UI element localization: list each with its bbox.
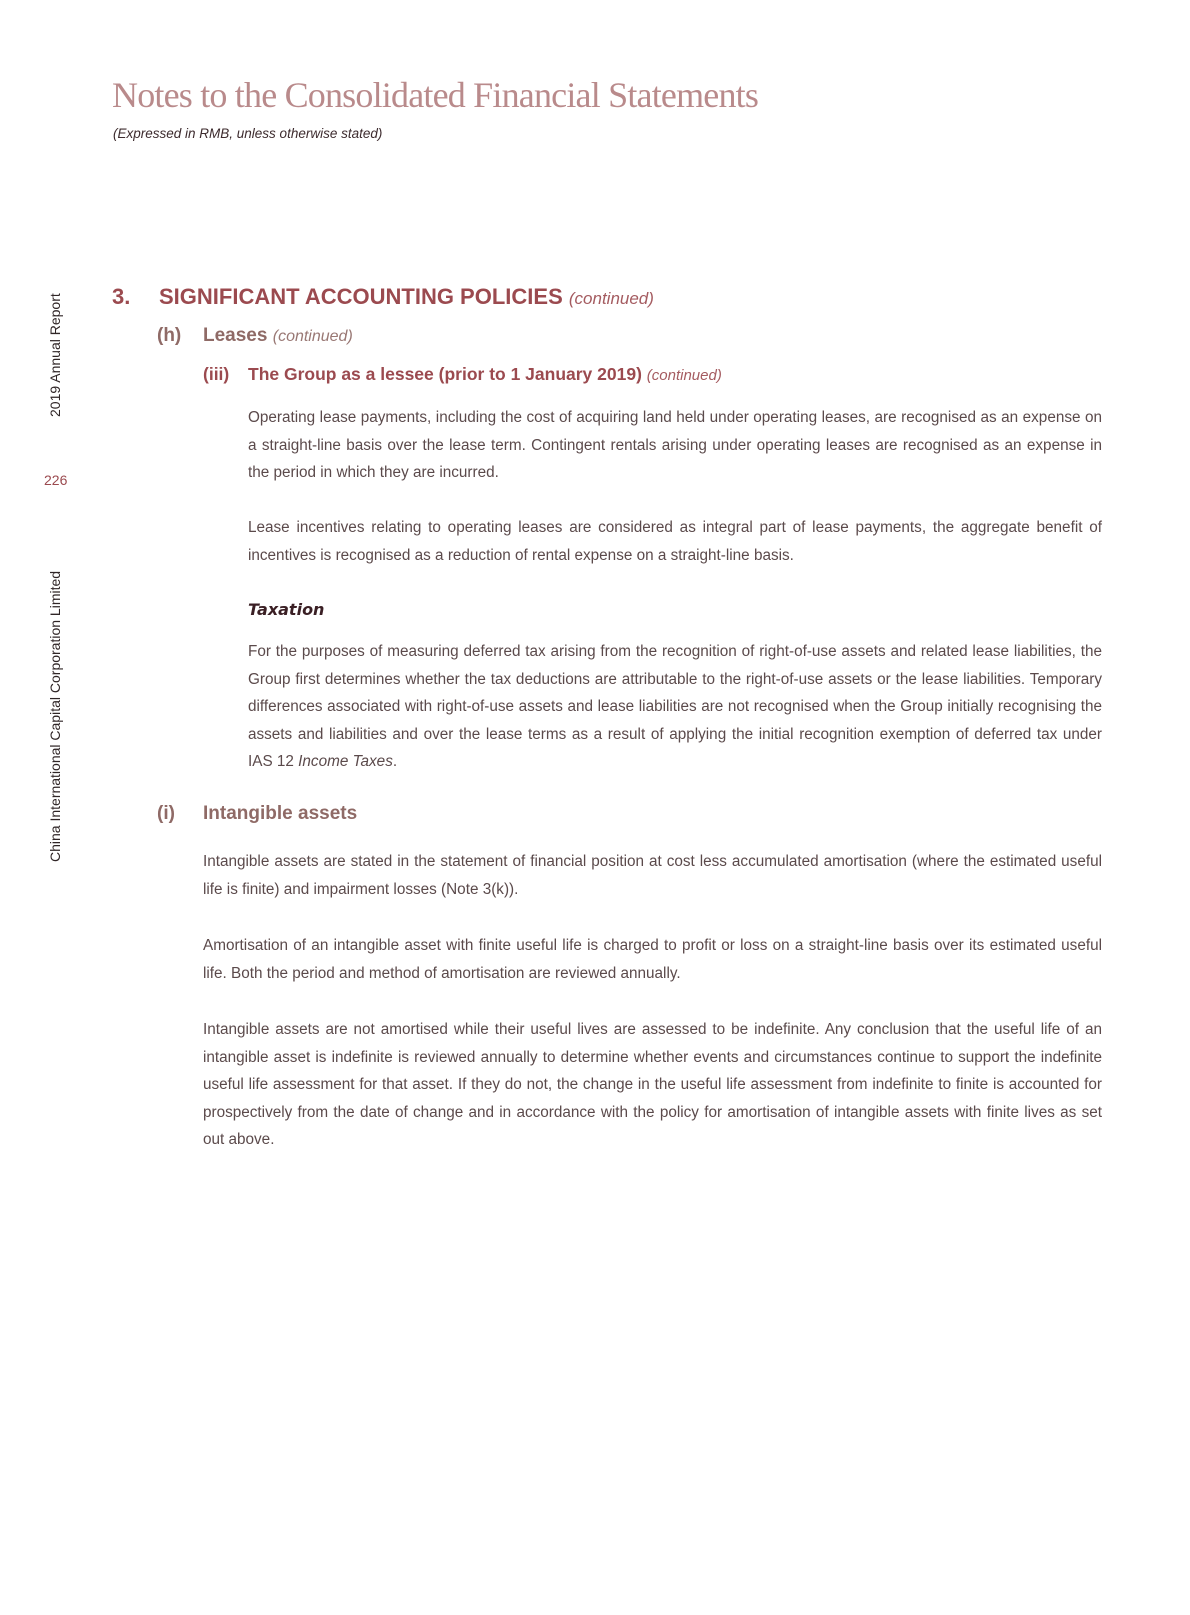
paragraph: Operating lease payments, including the cost of acquiring land held under operating leases, are recognised as an expense on a straight-line basis over the lease term. Contingent rentals arising under operating leases are recognised as an expense in the period in which they are incurred.: [248, 409, 1102, 481]
subsection-title: Leases: [203, 325, 268, 346]
sidebar-report-label: 2019 Annual Report: [47, 293, 63, 417]
subsubsection-heading-iii: [203, 364, 722, 385]
text: For the purposes of measuring deferred tax arising from the recognition of right-of-use assets and related lease liabilities, the Group first determines whether the tax deductions are attributable to the right-of-use assets or the lease liabilities. Temporary differences associated with right-of-use assets and lease liabilities are not recognised when the Group initially recognising the assets and liabilities and over the lease terms as a result of applying the initial recognition exemption of deferred tax under IAS 12: [248, 643, 1102, 770]
paragraph: Intangible assets are stated in the statement of financial position at cost less accumulated amortisation (where the estimated useful life is finite) and impairment losses (Note 3(k)).: [203, 853, 1102, 898]
taxation-heading: Taxation: [248, 600, 325, 619]
subsection-number: (h): [157, 325, 182, 346]
section-title: SIGNIFICANT ACCOUNTING POLICIES: [159, 284, 563, 309]
page-subtitle: (Expressed in RMB, unless otherwise stated): [113, 126, 383, 141]
continued-label: (continued): [272, 328, 353, 345]
subsubsection-title: The Group as a lessee (prior to 1 January 2019): [248, 364, 642, 384]
subsection-title: Intangible assets: [203, 803, 358, 824]
page-title: Notes to the Consolidated Financial Statements: [112, 75, 759, 115]
subsection-number: (i): [157, 803, 175, 824]
sidebar-company-label: China International Capital Corporation Limited: [47, 570, 63, 862]
subsubsection-number: (iii): [203, 364, 230, 384]
paragraph: Intangible assets are not amortised while their useful lives are assessed to be indefinite. Any conclusion that the useful life of an intangible asset is indefinite is reviewed annually to determine whether events and circumstances continue to support the indefinite useful life assessment for that asset. If they do not, the change in the useful life assessment from indefinite to finite is accounted for prospectively from the date of change and in accordance with the policy for amortisation of intangible assets with finite lives as set out above.: [203, 1021, 1102, 1148]
taxation-paragraph: [248, 638, 1102, 776]
subsection-heading-i: [157, 803, 357, 825]
section-heading: [112, 284, 654, 310]
italic-text: Income Taxes: [298, 753, 393, 770]
continued-label: (continued): [646, 367, 722, 384]
paragraph: Lease incentives relating to operating leases are considered as integral part of lease payments, the aggregate benefit of incentives is recognised as a reduction of rental expense on a straight-line basis.: [248, 519, 1102, 564]
text: .: [392, 753, 398, 770]
page-number: 226: [44, 472, 68, 488]
continued-label: (continued): [568, 289, 654, 308]
section-number: 3.: [112, 284, 131, 309]
subsection-heading-h: [157, 325, 353, 347]
paragraph: Amortisation of an intangible asset with finite useful life is charged to profit or loss on a straight-line basis over its estimated useful life. Both the period and method of amortisation are reviewed annually.: [203, 937, 1102, 982]
